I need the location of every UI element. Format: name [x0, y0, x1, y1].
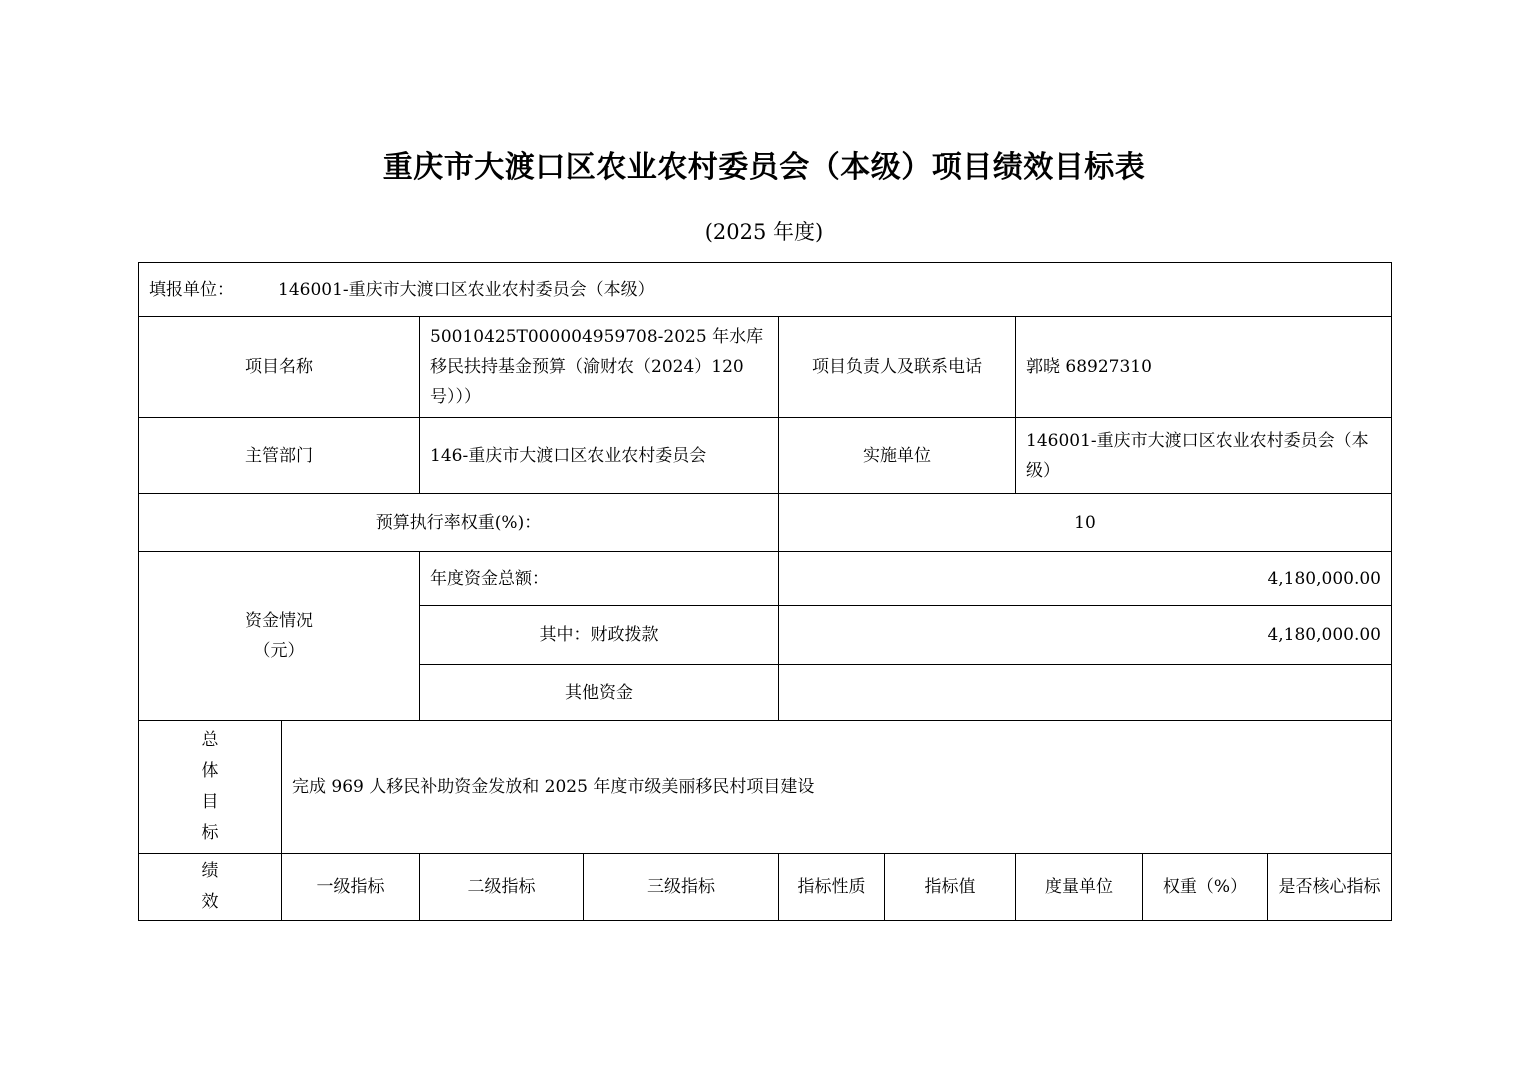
project-name-value: 50010425T000004959708-2025 年水库移民扶持基金预算（渝财农（2024）120 号）））: [420, 317, 779, 418]
indicator-header-label-char: 效: [201, 892, 219, 912]
department-row: [139, 418, 1392, 494]
column-level1-indicator: 一级指标: [282, 854, 420, 921]
funds-label: [139, 552, 420, 721]
column-measure-unit: 度量单位: [1016, 854, 1143, 921]
report-unit-row: [139, 263, 1392, 317]
indicator-header-row: [139, 854, 1392, 921]
report-unit-label: 填报单位：: [149, 279, 234, 300]
overall-goal-label: [139, 721, 282, 854]
project-manager-label: 项目负责人及联系电话: [779, 317, 1016, 418]
overall-goal-value: 完成 969 人移民补助资金发放和 2025 年度市级美丽移民村项目建设: [282, 721, 1392, 854]
implementing-unit-label: 实施单位: [779, 418, 1016, 494]
document-subtitle: (2025 年度): [704, 220, 824, 244]
funds-total-label: 年度资金总额：: [420, 552, 779, 606]
indicator-header-label: [139, 854, 282, 921]
funds-other-label: 其他资金: [420, 665, 779, 721]
column-indicator-value: 指标值: [885, 854, 1016, 921]
budget-weight-row: [139, 494, 1392, 552]
report-unit-value: 146001-重庆市大渡口区农业农村委员会（本级）: [278, 279, 655, 300]
budget-weight-value: 10: [779, 494, 1392, 552]
project-name-row: [139, 317, 1392, 418]
indicator-header-label-char: 绩: [201, 861, 219, 881]
budget-weight-label: 预算执行率权重(%)：: [139, 494, 779, 552]
project-manager-value: 郭晓 68927310: [1016, 317, 1392, 418]
funds-other-value: [779, 665, 1392, 721]
column-level2-indicator: 二级指标: [420, 854, 584, 921]
report-unit-cell: [139, 263, 1392, 317]
implementing-unit-value: 146001-重庆市大渡口区农业农村委员会（本级）: [1016, 418, 1392, 494]
funds-label-line2: （元）: [253, 641, 305, 661]
funds-label-line1: 资金情况: [245, 611, 313, 631]
overall-goal-label-char: 标: [201, 823, 219, 843]
document-title: 重庆市大渡口区农业农村委员会（本级）项目绩效目标表: [382, 150, 1146, 185]
department-label: 主管部门: [139, 418, 420, 494]
funds-fiscal-value: 4,180,000.00: [779, 606, 1392, 665]
overall-goal-label-char: 体: [201, 761, 219, 781]
project-name-label: 项目名称: [139, 317, 420, 418]
column-level3-indicator: 三级指标: [584, 854, 779, 921]
overall-goal-label-char: 目: [201, 792, 219, 812]
funds-total-value: 4,180,000.00: [779, 552, 1392, 606]
funds-fiscal-label: 其中：财政拨款: [420, 606, 779, 665]
column-weight: 权重（%）: [1143, 854, 1268, 921]
overall-goal-label-char: 总: [201, 730, 219, 750]
department-value: 146-重庆市大渡口区农业农村委员会: [420, 418, 779, 494]
column-indicator-nature: 指标性质: [779, 854, 885, 921]
column-core-indicator: 是否核心指标: [1268, 854, 1392, 921]
funds-total-row: [139, 552, 1392, 606]
performance-target-table: [138, 262, 1392, 921]
overall-goal-row: [139, 721, 1392, 854]
